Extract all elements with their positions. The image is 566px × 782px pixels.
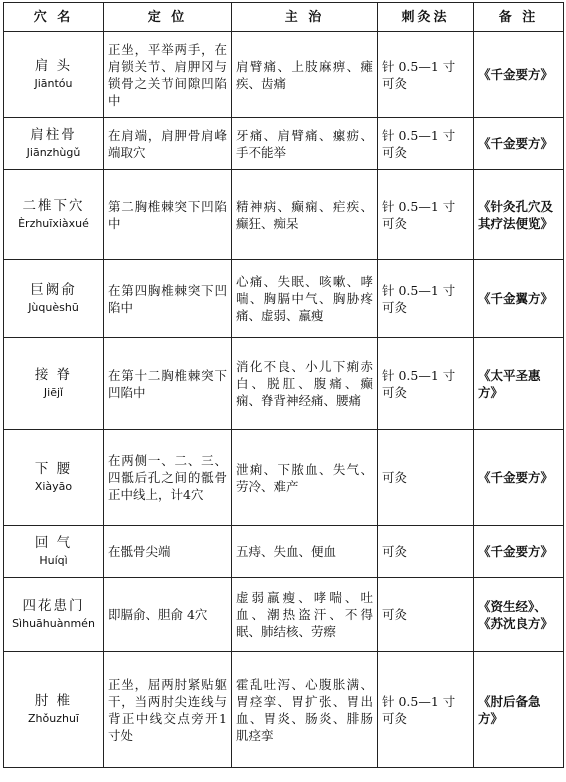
point-name-cell [4,118,104,170]
point-pinyin: Zhǒuzhuī [28,711,79,725]
point-pinyin: Sìhuāhuànmén [12,616,95,630]
note-cell: 《针灸孔穴及其疗法便览》 [474,170,564,260]
table-row [4,430,564,526]
indication-cell: 牙痛、肩臂痛、瘰疬、手不能举 [232,118,378,170]
indication-cell: 泄痢、下脓血、失气、劳冷、难产 [232,430,378,526]
technique-cell: 可灸 [378,430,474,526]
location-cell: 即膈俞、胆俞 4穴 [104,578,232,652]
table-row [4,32,564,118]
note-cell: 《千金要方》 [474,118,564,170]
location-cell: 正坐，平举两手，在肩锁关节、肩胛冈与锁骨之关节间隙凹陷中 [104,32,232,118]
point-pinyin: Jiānzhùgǔ [26,145,81,159]
point-name-cell [4,32,104,118]
note-cell: 《资生经》、《苏沈良方》 [474,578,564,652]
point-pinyin: Xiàyāo [34,479,73,493]
technique-cell: 针 0.5—1 寸 可灸 [378,652,474,768]
point-pinyin: Jùquèshū [28,300,79,314]
table-row [4,260,564,338]
point-name: 二椎下穴 [22,197,85,214]
point-name-cell [4,170,104,260]
location-cell: 在两侧一、二、三、四骶后孔之间的骶骨正中线上，计4穴 [104,430,232,526]
point-name-cell [4,338,104,430]
point-name: 接 脊 [34,366,73,383]
acupoint-table [3,2,564,768]
technique-cell: 可灸 [378,526,474,578]
table-row [4,526,564,578]
point-name-cell [4,430,104,526]
point-pinyin: Huíqì [39,553,68,567]
point-name-cell [4,260,104,338]
table-row [4,652,564,768]
indication-cell: 消化不良、小儿下痢赤白、脱肛、腹痛、癫痫、脊背神经痛、腰痛 [232,338,378,430]
indication-cell: 心痛、失眠、咳嗽、哮喘、胸膈中气、胸胁疼痛、虚弱、羸瘦 [232,260,378,338]
location-cell: 正坐，屈两肘紧贴躯干，当两肘尖连线与背正中线交点旁开1寸处 [104,652,232,768]
technique-cell: 可灸 [378,578,474,652]
table-row [4,118,564,170]
point-name: 四花患门 [22,597,85,614]
location-cell: 第二胸椎棘突下凹陷中 [104,170,232,260]
point-name-cell [4,526,104,578]
note-cell: 《千金要方》 [474,32,564,118]
header-note: 备 注 [474,3,564,32]
point-name: 肩柱骨 [30,126,77,143]
location-cell: 在骶骨尖端 [104,526,232,578]
point-name-cell [4,578,104,652]
technique-cell: 针 0.5—1 寸 可灸 [378,32,474,118]
note-cell: 《肘后备急方》 [474,652,564,768]
indication-cell: 精神病、癫痫、疟疾、癫狂、痴呆 [232,170,378,260]
technique-cell: 针 0.5—1 寸 可灸 [378,260,474,338]
point-name: 肘 椎 [34,692,73,709]
header-indication: 主 治 [232,3,378,32]
table-row [4,578,564,652]
point-name: 下 腰 [34,460,73,477]
table-row [4,338,564,430]
location-cell: 在第四胸椎棘突下凹陷中 [104,260,232,338]
point-name: 巨阙俞 [30,281,77,298]
point-name: 肩 头 [34,57,73,74]
table-row [4,170,564,260]
note-cell: 《太平圣惠方》 [474,338,564,430]
indication-cell: 五痔、失血、便血 [232,526,378,578]
indication-cell: 肩臂痛、上肢麻痹、瘫疾、齿痛 [232,32,378,118]
technique-cell: 针 0.5—1 寸 可灸 [378,170,474,260]
indication-cell: 霍乱吐泻、心腹胀满、胃痉挛、胃扩张、胃出血、胃炎、肠炎、腓肠肌痉挛 [232,652,378,768]
location-cell: 在第十二胸椎棘突下凹陷中 [104,338,232,430]
note-cell: 《千金要方》 [474,526,564,578]
technique-cell: 针 0.5—1 寸 可灸 [378,338,474,430]
indication-cell: 虚弱羸瘦、哮喘、吐血、潮热盗汗、不得眠、肺结核、劳瘵 [232,578,378,652]
point-pinyin: Jiāntóu [34,76,73,90]
technique-cell: 针 0.5—1 寸 可灸 [378,118,474,170]
note-cell: 《千金要方》 [474,430,564,526]
header-row [4,3,564,32]
location-cell: 在肩端，肩胛骨肩峰端取穴 [104,118,232,170]
point-pinyin: Jiējǐ [43,385,64,399]
header-name: 穴 名 [4,3,104,32]
header-location: 定 位 [104,3,232,32]
point-pinyin: Èrzhuīxiàxué [18,216,89,230]
header-technique: 刺灸法 [378,3,474,32]
point-name: 回 气 [34,534,73,551]
point-name-cell [4,652,104,768]
note-cell: 《千金翼方》 [474,260,564,338]
